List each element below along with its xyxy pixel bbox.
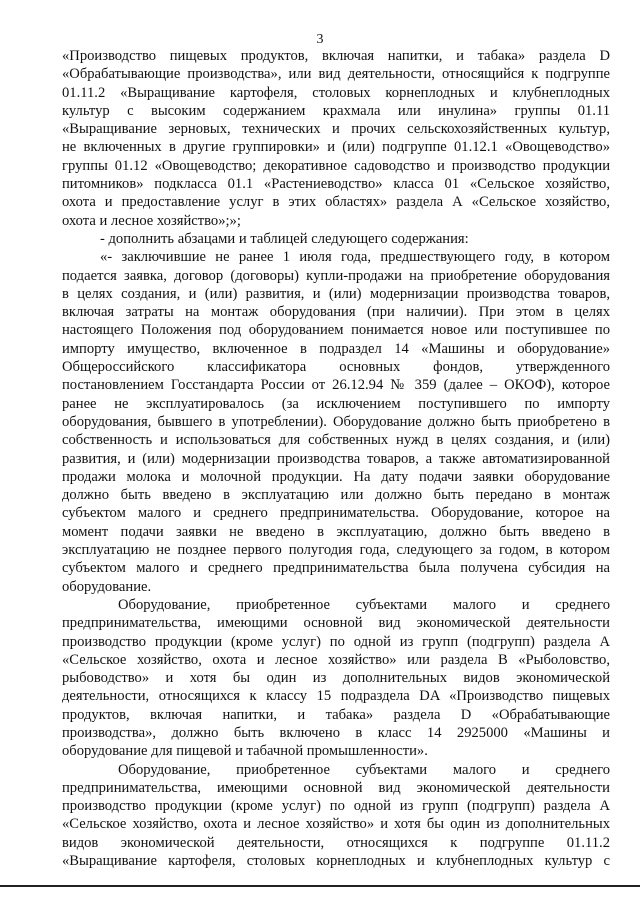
text-line: не включенных в другие группировки» и (или) подгруппе 01.12.1 «Овощеводство»: [62, 139, 610, 156]
text-line: эксплуатацию не позднее первого полугодия года, следующего за годом, в котором: [62, 542, 610, 559]
document-body: [62, 47, 610, 870]
text-line: производства», должно быть включено в класс 14 2925000 «Машины и: [62, 724, 610, 741]
text-line: питомников» подкласса 01.1 «Растениеводство» класса 01 «Сельское хозяйство,: [62, 176, 610, 193]
text-line: предпринимательства, имеющими основной вид экономической деятельности: [62, 615, 610, 632]
text-line: охота и предоставление услуг в этих областях» раздела А «Сельское хозяйство,: [62, 194, 610, 211]
text-line: производство продукции (кроме услуг) по одной из групп (подгрупп) раздела А: [62, 798, 610, 815]
text-line: Оборудование, приобретенное субъектами малого и среднего: [118, 596, 610, 613]
text-line: «Производство пищевых продуктов, включая напитки, и табака» раздела D: [62, 48, 610, 64]
text-line: субъектом малого и среднего предпринимательства. Оборудование, которое на: [62, 505, 610, 522]
text-line: должно быть введено в эксплуатацию или должно быть передано в монтаж: [62, 487, 610, 504]
text-line: оборудование.: [62, 578, 152, 595]
text-line: деятельности, относящихся к классу 15 подраздела DA «Производство пищевых: [62, 688, 610, 705]
text-line: предпринимательства, имеющими основной вид экономической деятельности: [62, 779, 610, 796]
text-line: ранее не эксплуатировалось (за исключением поступившего по импорту: [62, 395, 610, 412]
page-number: 3: [316, 32, 324, 47]
text-line: постановлением Госстандарта России от 26.12.94 № 359 (далее – ОКОФ), которое: [62, 377, 610, 394]
text-line: момент подачи заявки не введено в эксплуатацию, должно быть введено в: [62, 523, 610, 540]
text-line: Оборудование, приобретенное субъектами малого и среднего: [118, 761, 610, 778]
text-line: включая затраты на монтаж оборудования (при наличии). При этом в целях: [62, 304, 610, 321]
text-line: рыбоводство» и хотя бы один из дополнительных видов экономической: [62, 670, 610, 687]
text-line: «Выращивание картофеля, столовых корнеплодных и клубнеплодных культур с: [62, 853, 610, 870]
text-line: Общероссийского классификатора основных фондов, утвержденного: [62, 359, 610, 376]
text-line: настоящего Положения под оборудованием понимается новое или поступившее по: [62, 322, 610, 339]
text-line: «Обрабатывающие производства», или вид деятельности, относящийся к подгруппе: [62, 66, 610, 83]
text-line: «Сельское хозяйство, охота и лесное хозяйство» и хотя бы один из дополнительных: [62, 816, 610, 833]
text-line: культур с высоким содержанием крахмала или инулина» группы 01.11: [62, 102, 610, 119]
text-line: продажи молока и молочной продукции. На дату подачи заявки оборудование: [62, 468, 610, 485]
text-line: 01.11.2 «Выращивание картофеля, столовых корнеплодных и клубнеплодных: [62, 84, 610, 101]
text-line: подается заявка, договор (договоры) купли-продажи на приобретение оборудования: [62, 267, 610, 284]
text-line: оборудование для пищевой и табачной промышленности».: [62, 743, 428, 760]
text-line: оборудования, бывшего в употреблении). Оборудование должно быть приобретено в: [62, 413, 610, 430]
text-line: «- заключившие не ранее 1 июля года, предшествующего году, в котором: [100, 249, 610, 266]
text-line: «Сельское хозяйство, охота и лесное хозяйство» или раздела В «Рыболовство,: [62, 651, 610, 668]
text-line: в целях создания, и (или) развития, и (или) модернизации производства товаров,: [62, 285, 610, 302]
text-line: импорту имущество, включенное в подраздел 14 «Машины и оборудование»: [62, 340, 610, 357]
text-line: продуктов, включая напитки, и табака» раздела D «Обрабатывающие: [62, 706, 610, 723]
text-line: собственность и использоваться для собственных нужд в целях создания, и (или): [62, 432, 610, 449]
text-line: производство продукции (кроме услуг) по одной из групп (подгрупп) раздела А: [62, 633, 610, 650]
text-line: субъектом малого и среднего предпринимательства была получена субсидия на: [62, 560, 610, 577]
text-line: - дополнить абзацами и таблицей следующего содержания:: [100, 230, 469, 247]
text-line: развития, и (или) модернизации производства товаров, а также автоматизированной: [62, 450, 610, 467]
text-line: группы 01.12 «Овощеводство; декоративное садоводство и производство продукции: [62, 157, 610, 174]
text-line: видов экономической деятельности, относящихся к подгруппе 01.11.2: [62, 834, 610, 851]
bottom-divider: [0, 885, 640, 887]
text-line: «Выращивание зерновых, технических и прочих сельскохозяйственных культур,: [62, 121, 610, 138]
text-line: охота и лесное хозяйство»;»;: [62, 212, 241, 229]
